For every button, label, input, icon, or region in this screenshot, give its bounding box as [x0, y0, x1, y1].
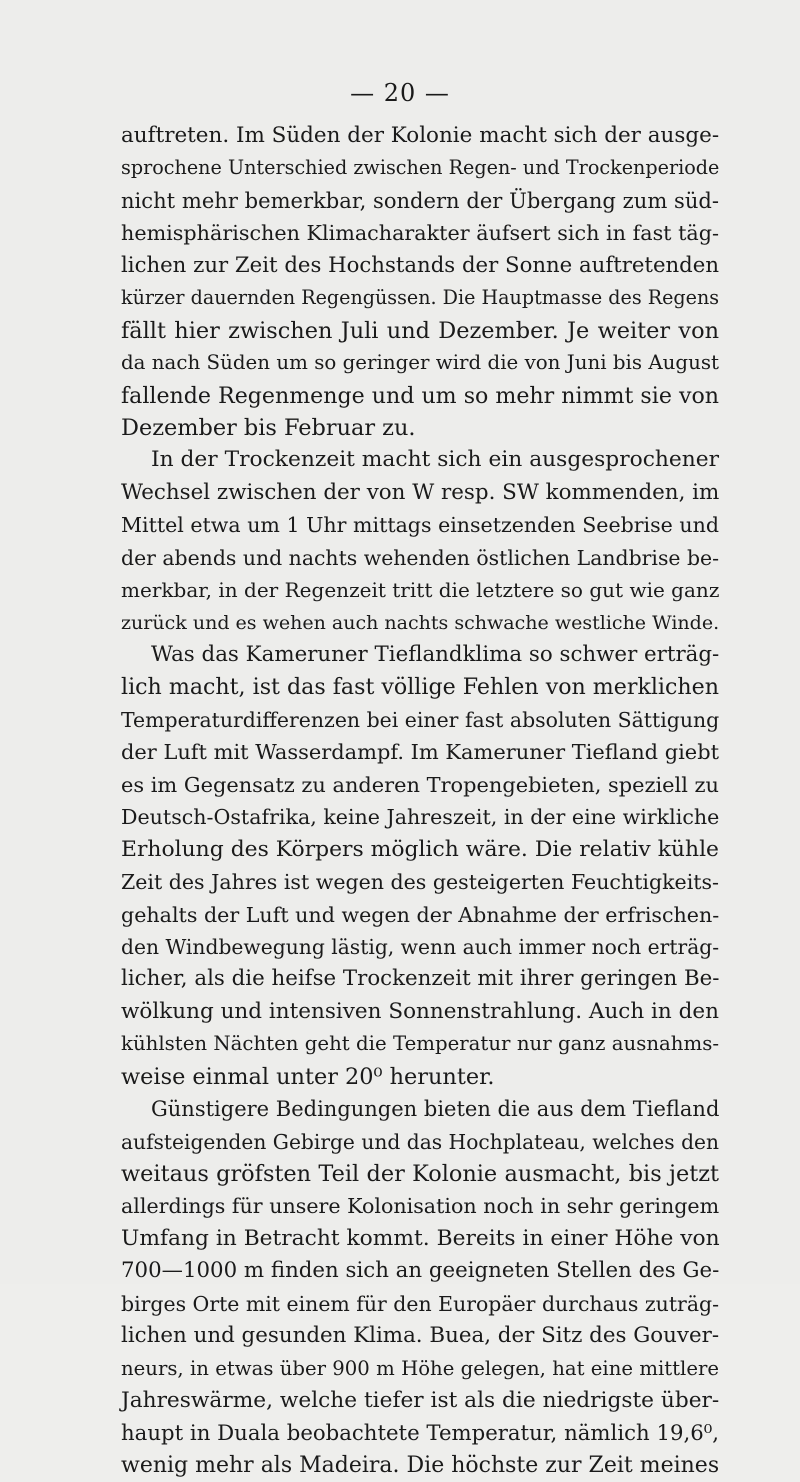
text-line: haupt in Duala beobachtete Temperatur, nämlich 19,6⁰, — [121, 1420, 719, 1446]
text-line: weise einmal unter 20⁰ herunter. — [121, 1063, 495, 1090]
text-line: kühlsten Nächten geht die Temperatur nur ganz ausnahms- — [121, 1032, 719, 1056]
paragraph-start-line: Was das Kameruner Tieflandklima so schwer erträg- — [151, 642, 720, 667]
text-line: Umfang in Betracht kommt. Bereits in einer Höhe von — [121, 1225, 720, 1251]
text-line: wölkung und intensiven Sonnenstrahlung. Auch in den — [121, 998, 719, 1024]
text-line: Temperaturdifferenzen bei einer fast absoluten Sättigung — [121, 707, 720, 732]
text-line: licher, als die heifse Trockenzeit mit ihrer geringen Be- — [121, 966, 720, 992]
page-number: — 20 — — [350, 79, 450, 107]
text-line: Wechsel zwischen der von W resp. SW kommenden, im — [121, 479, 720, 505]
text-line: lich macht, ist das fast völlige Fehlen von merklichen — [121, 674, 719, 701]
text-line: sprochene Unterschied zwischen Regen- und Trockenperiode — [121, 156, 720, 180]
text-line: Dezember bis Februar zu. — [121, 414, 416, 441]
text-line: neurs, in etwas über 900 m Höhe gelegen, hat eine mittlere — [121, 1356, 719, 1380]
text-line: es im Gegensatz zu anderen Tropengebieten, speziell zu — [121, 772, 719, 797]
paragraph-start-line: Günstigere Bedingungen bieten die aus dem Tiefland — [151, 1097, 720, 1122]
body-text — [121, 120, 719, 1482]
text-line: merkbar, in der Regenzeit tritt die letztere so gut wie ganz — [121, 578, 720, 603]
paragraph-start-line: In der Trockenzeit macht sich ein ausgesprochener — [151, 447, 720, 473]
text-line: 700—1000 m finden sich an geeigneten Stellen des Ge- — [121, 1258, 720, 1284]
text-line: Jahreswärme, welche tiefer ist als die niedrigste über- — [121, 1388, 720, 1414]
text-line: aufsteigenden Gebirge und das Hochplateau, welches den — [121, 1129, 719, 1154]
text-line: zurück und es wehen auch nachts schwache westliche Winde. — [121, 611, 720, 634]
text-line: gehalts der Luft und wegen der Abnahme der erfrischen- — [121, 902, 720, 927]
text-line: da nach Süden um so geringer wird die von Juni bis August — [121, 351, 719, 375]
text-line: Mittel etwa um 1 Uhr mittags einsetzenden Seebrise und — [121, 513, 719, 538]
text-line: der abends und nachts wehenden östlichen Landbrise be- — [121, 545, 720, 570]
text-line: Zeit des Jahres ist wegen des gesteigerten Feuchtigkeits- — [121, 870, 719, 895]
text-line: den Windbewegung lästig, wenn auch immer noch erträg- — [121, 934, 720, 959]
text-line: auftreten. Im Süden der Kolonie macht sich der ausge- — [121, 123, 720, 148]
text-line: kürzer dauernden Regengüssen. Die Hauptmasse des Regens — [121, 286, 720, 310]
text-line: der Luft mit Wasserdampf. Im Kameruner Tiefland giebt — [121, 740, 719, 765]
text-line: weitaus gröfsten Teil der Kolonie ausmacht, bis jetzt — [121, 1161, 719, 1187]
text-line: Erholung des Körpers möglich wäre. Die relativ kühle — [121, 836, 719, 862]
text-line: hemisphärischen Klimacharakter äufsert sich in fast täg- — [121, 221, 719, 246]
text-line: lichen zur Zeit des Hochstands der Sonne auftretenden — [121, 252, 719, 278]
text-line: fallende Regenmenge und um so mehr nimmt sie von — [121, 382, 719, 409]
text-line: birges Orte mit einem für den Europäer durchaus zuträg- — [121, 1291, 719, 1316]
text-line: Deutsch-Ostafrika, keine Jahreszeit, in der eine wirkliche — [121, 805, 720, 830]
text-line: wenig mehr als Madeira. Die höchste zur Zeit meines — [121, 1452, 720, 1478]
text-line: lichen und gesunden Klima. Buea, der Sitz des Gouver- — [121, 1323, 720, 1349]
text-line: nicht mehr bemerkbar, sondern der Übergang zum süd- — [121, 187, 719, 213]
text-line: allerdings für unsere Kolonisation noch in sehr geringem — [121, 1194, 720, 1219]
text-line: fällt hier zwischen Juli und Dezember. Je weiter von — [121, 317, 719, 344]
